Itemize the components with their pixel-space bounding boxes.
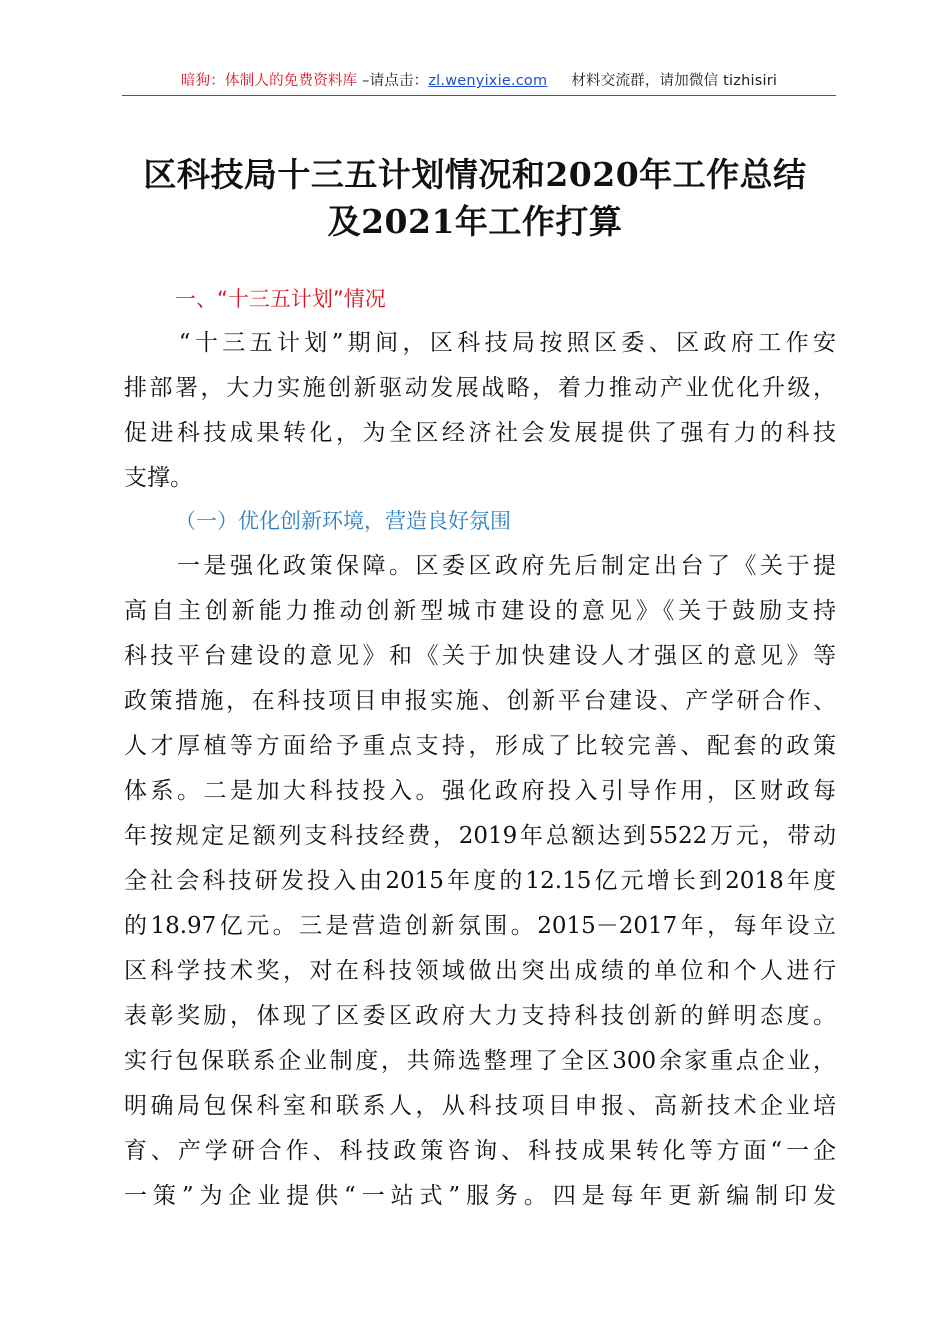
- paragraph-line: 高自主创新能力推动创新型城市建设的意见》《关于鼓励支持: [124, 598, 836, 624]
- document-title-line-1: 区科技局十三五计划情况和2020年工作总结: [143, 155, 807, 194]
- paragraph-line: 区科学技术奖，对在科技领域做出突出成绩的单位和个人进行: [124, 958, 836, 984]
- paragraph-line: 排部署，大力实施创新驱动发展战略，着力推动产业优化升级，: [124, 375, 836, 401]
- header-click-prompt: –请点击：: [357, 73, 429, 89]
- body-paragraph: [124, 544, 836, 1219]
- paragraph-line: 政策措施，在科技项目申报实施、创新平台建设、产学研合作、: [124, 688, 836, 714]
- paragraph-line: 一是强化政策保障。区委区政府先后制定出台了《关于提: [124, 553, 836, 579]
- paragraph-line: 的18.97亿元。三是营造创新氛围。2015－2017年，每年设立: [124, 913, 836, 939]
- paragraph-line: 体系。二是加大科技投入。强化政府投入引导作用，区财政每: [124, 778, 836, 804]
- paragraph-line: 明确局包保科室和联系人，从科技项目申报、高新技术企业培: [124, 1093, 836, 1119]
- header-site-name: 暗狗：体制人的免费资料库: [180, 73, 358, 89]
- paragraph-line: 全社会科技研发投入由2015年度的12.15亿元增长到2018年度: [124, 868, 836, 894]
- paragraph-line: 支撑。: [124, 465, 193, 491]
- paragraph-line: 科技平台建设的意见》和《关于加快建设人才强区的意见》等: [124, 643, 836, 669]
- paragraph-line: 表彰奖励，体现了区委区政府大力支持科技创新的鲜明态度。: [124, 1003, 836, 1029]
- paragraph-line: 一策”为企业提供“一站式”服务。四是每年更新编制印发: [124, 1183, 836, 1209]
- page-header: [122, 70, 836, 92]
- paragraph-line: 实行包保联系企业制度，共筛选整理了全区300余家重点企业，: [124, 1048, 836, 1074]
- paragraph-line: 年按规定足额列支科技经费，2019年总额达到5522万元，带动: [124, 823, 836, 849]
- paragraph-line: 促进科技成果转化，为全区经济社会发展提供了强有力的科技: [124, 420, 836, 446]
- header-link[interactable]: zl.wenyixie.com: [428, 73, 548, 89]
- section-heading: 一、“十三五计划”情况: [175, 287, 386, 311]
- header-wechat-note: 材料交流群，请加微信 tizhisiri: [547, 73, 778, 89]
- paragraph-line: 育、产学研合作、科技政策咨询、科技成果转化等方面“一企: [124, 1138, 836, 1164]
- paragraph-line: “十三五计划”期间，区科技局按照区委、区政府工作安: [124, 330, 836, 356]
- intro-paragraph: [124, 321, 836, 501]
- paragraph-line: 人才厚植等方面给予重点支持，形成了比较完善、配套的政策: [124, 733, 836, 759]
- subsection-heading: （一）优化创新环境，营造良好氛围: [175, 509, 511, 533]
- document-title-line-2: 及2021年工作打算: [327, 202, 623, 241]
- header-divider: [122, 95, 836, 96]
